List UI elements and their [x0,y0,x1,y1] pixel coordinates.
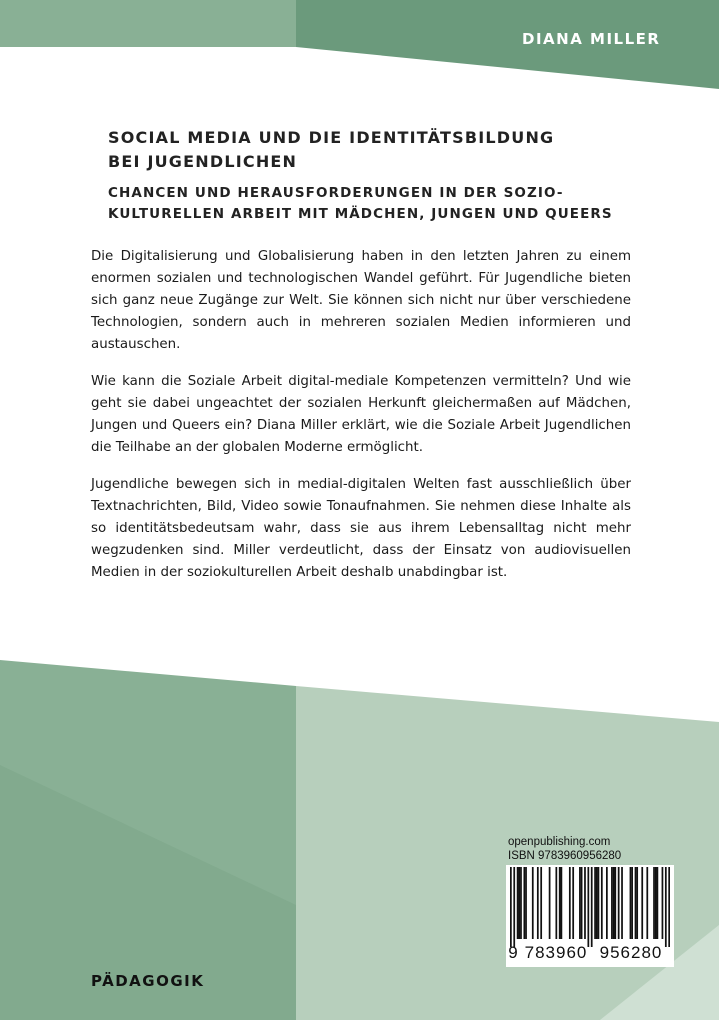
barcode-digits-right: 956280 [599,943,663,962]
barcode-bar [668,867,670,947]
barcode-bar [613,867,615,939]
barcode-bar [601,867,603,939]
blurb-text [91,246,631,599]
barcode-bar [598,867,600,939]
barcode-bar [662,867,664,939]
barcode-bar [636,867,638,939]
barcode-digits [506,943,674,963]
barcode-bar [646,867,648,939]
barcode-bars [510,867,670,947]
barcode-bar [555,867,557,939]
subtitle-line-2: KULTURELLEN ARBEIT MIT MÄDCHEN, JUNGEN UND QUEERS [108,206,613,222]
barcode-digit-lead: 9 [508,943,518,962]
barcode-bar [621,867,623,939]
barcode-bar [591,867,593,947]
barcode-bar [518,867,520,939]
barcode-bar [665,867,667,947]
barcode-digits-left: 783960 [524,943,588,962]
barcode-bar [641,867,643,939]
barcode-bar [561,867,563,939]
publisher-website: openpublishing.com [508,836,611,848]
barcode-bar [532,867,534,939]
subtitle-line-1: CHANCEN UND HERAUSFORDERUNGEN IN DER SOZIO- [108,185,564,201]
barcode-bar [606,867,608,939]
barcode-bar [579,867,581,939]
book-title [108,126,628,174]
isbn-label: ISBN 9783960956280 [508,850,622,862]
barcode-bar [614,867,616,939]
barcode-bar [653,867,655,939]
publisher-info [508,835,621,863]
title-line-1: SOCIAL MEDIA UND DIE IDENTITÄTSBILDUNG [108,128,555,147]
barcode-bar [631,867,633,939]
blurb-paragraph-3: Jugendliche bewegen sich in medial-digitalen Welten fast ausschließlich über Textnachrichten, Bild, Video sowie Tonaufnahmen. Sie nehmen diese Inhalte als so identitätsbedeutsam wahr, dass sie aus ihrem Lebensalltag nicht mehr wegzudenken sind. Miller verdeutlicht, dass der Einsatz von audiovisuellen Medien in der soziokulturellen Arbeit deshalb unabdingbar ist. [91,477,631,580]
barcode-bar [537,867,539,939]
barcode-bar [569,867,571,939]
barcode-bar [513,867,515,947]
barcode-bar [520,867,522,939]
barcode-bar [655,867,657,939]
blurb-paragraph-1: Die Digitalisierung und Globalisierung haben in den letzten Jahren zu einem enormen sozialen und technologischen Wandel geführt. Für Jugendliche bieten sich ganz neue Zugänge zur Welt. Sie können sich nicht nur über verschiedene Technologien, sondern auch in mehreren sozialen Medien informieren und austauschen. [91,249,631,352]
barcode-bar [581,867,583,939]
barcode-bar [559,867,561,939]
barcode-bar [549,867,551,939]
category-label: PÄDAGOGIK [91,972,205,990]
barcode-bar [594,867,596,939]
barcode-bar [523,867,525,939]
barcode-bar [611,867,613,939]
barcode-bar [630,867,632,939]
barcode-bar [587,867,589,947]
barcode-bar [584,867,586,939]
title-line-2: BEI JUGENDLICHEN [108,152,298,171]
barcode-bar [657,867,659,939]
barcode-bar [618,867,620,939]
barcode-bar [517,867,519,939]
barcode-bar [510,867,512,947]
barcode-bar [635,867,637,939]
barcode-bar [572,867,574,939]
barcode [506,865,674,967]
top-band-left [0,0,296,47]
barcode-bar [596,867,598,939]
blurb-paragraph-2: Wie kann die Soziale Arbeit digital-mediale Kompetenzen vermitteln? Und wie geht sie dabei ungeachtet der sozialen Herkunft gleichermaßen auf Mädchen, Jungen und Queers ein? Diana Miller erklärt, wie die Soziale Arbeit Jugendlichen die Teilhabe an der globalen Moderne ermöglicht. [91,374,631,455]
author-name: DIANA MILLER [522,30,661,48]
book-subtitle [108,183,648,225]
barcode-bar [540,867,542,939]
barcode-bar [525,867,527,939]
